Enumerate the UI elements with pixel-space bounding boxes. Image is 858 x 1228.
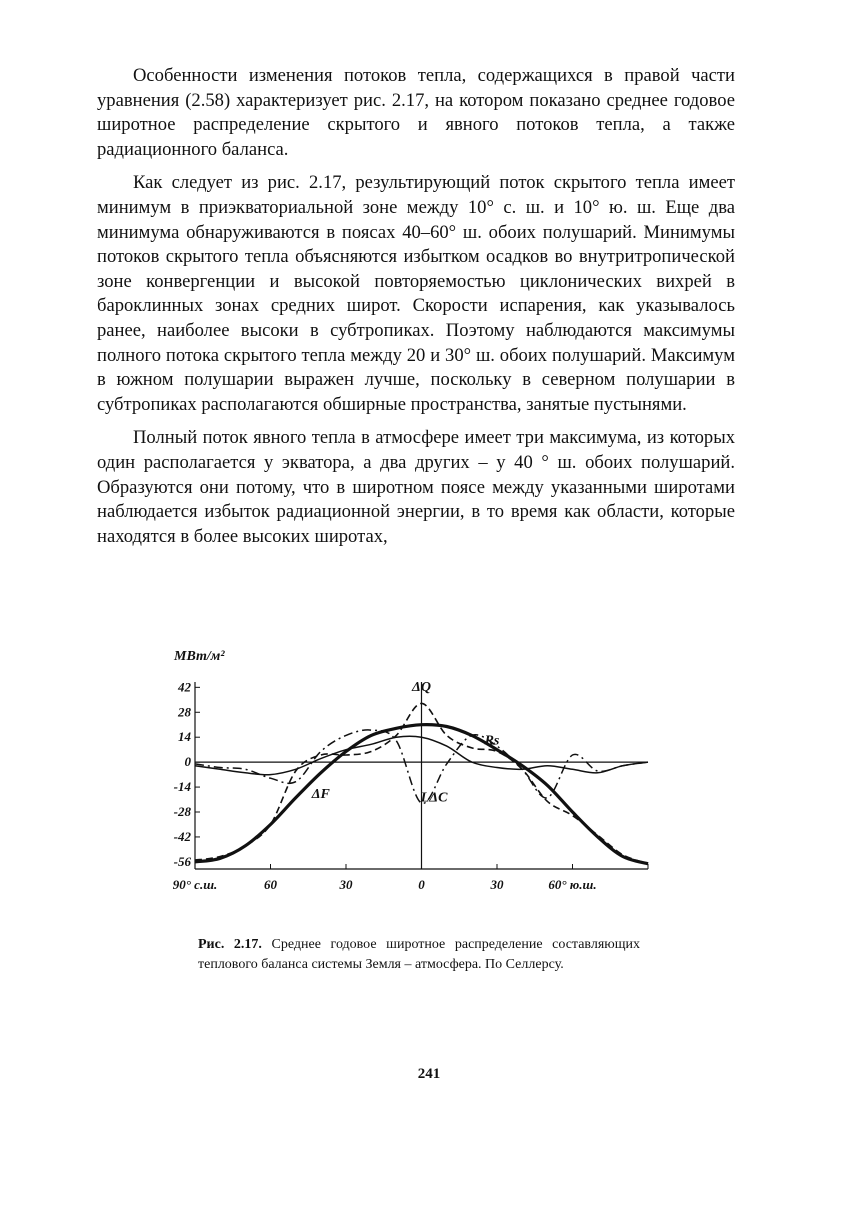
y-tick-label: 42 xyxy=(178,679,191,695)
paragraph-3: Полный поток явного тепла в атмосфере имеет три максимума, из которых один располагается у экватора, а два других – у 40 ° ш. обоих полушарий. Образуются они потому, что в широтном поясе между указанными широтами наблюдается избыток радиационной энергии, в то время как области, которые находятся в более высоких широтах, xyxy=(97,427,735,547)
paragraph-1: Особенности изменения потоков тепла, содержащихся в правой части уравнения (2.58) характеризует рис. 2.17, на котором показано среднее годовое широтное распределение скрытого и явного потоков тепла, а также радиационного баланса. xyxy=(97,65,735,160)
x-tick-label: 30 xyxy=(490,877,504,892)
y-tick-label: -42 xyxy=(173,828,191,844)
y-tick-label: -28 xyxy=(173,804,191,820)
y-tick-label: 14 xyxy=(178,729,191,745)
paragraph-2: Как следует из рис. 2.17, результирующий поток скрытого тепла имеет минимум в приэкваториальной зоне между 10° с. ш. и 10° ю. ш. Еще два минимума обнаруживаются в поясах 40–60° ш. обоих полушарий. Минимумы потоков скрытого тепла объясняются избытком осадков во внутритропической зоне конвергенции и высокой повторяемостью циклонических вихрей в бароклинных зонах средних широт. Скорости испарения, как указывалось ранее, наиболее высоки в субтропиках. Поэтому наблюдаются максимумы полного потока скрытого тепла между 20 и 30° ш. обоих полушарий. Максимум в южном полушарии выражен лучше, поскольку в северном полушарии в субтропиках располагаются обширные пространства, занятые пустынями. xyxy=(97,172,735,415)
series-label-delta-q: ΔQ xyxy=(412,679,431,695)
y-tick-label: -14 xyxy=(173,779,191,795)
y-tick-label: 0 xyxy=(184,754,191,770)
series-label-rs: Rs xyxy=(484,733,500,749)
x-tick-label: 60° ю.ш. xyxy=(548,877,597,892)
body-text xyxy=(97,64,735,558)
heat-balance-chart xyxy=(160,636,670,901)
y-axis-label: МВт/м² xyxy=(174,649,225,664)
y-tick-label: 28 xyxy=(178,704,191,720)
x-tick-label: 60 xyxy=(264,877,277,892)
x-tick-label: 90° с.ш. xyxy=(172,877,218,892)
figure-caption-text: Среднее годовое широтное распределение составляющих теплового баланса системы Земля – атмосфера. По Селлерсу. xyxy=(198,937,640,972)
x-tick-label: 0 xyxy=(418,877,425,892)
y-tick-label: -56 xyxy=(173,853,191,869)
x-tick-label: 30 xyxy=(339,877,353,892)
series-label-l-delta-c: LΔC xyxy=(420,790,448,806)
series-label-delta-f: ΔF xyxy=(311,786,330,802)
chart-axes xyxy=(195,679,648,869)
page-number: 241 xyxy=(417,1066,441,1082)
figure-caption xyxy=(198,935,640,975)
figure-caption-label: Рис. 2.17. xyxy=(198,937,262,952)
